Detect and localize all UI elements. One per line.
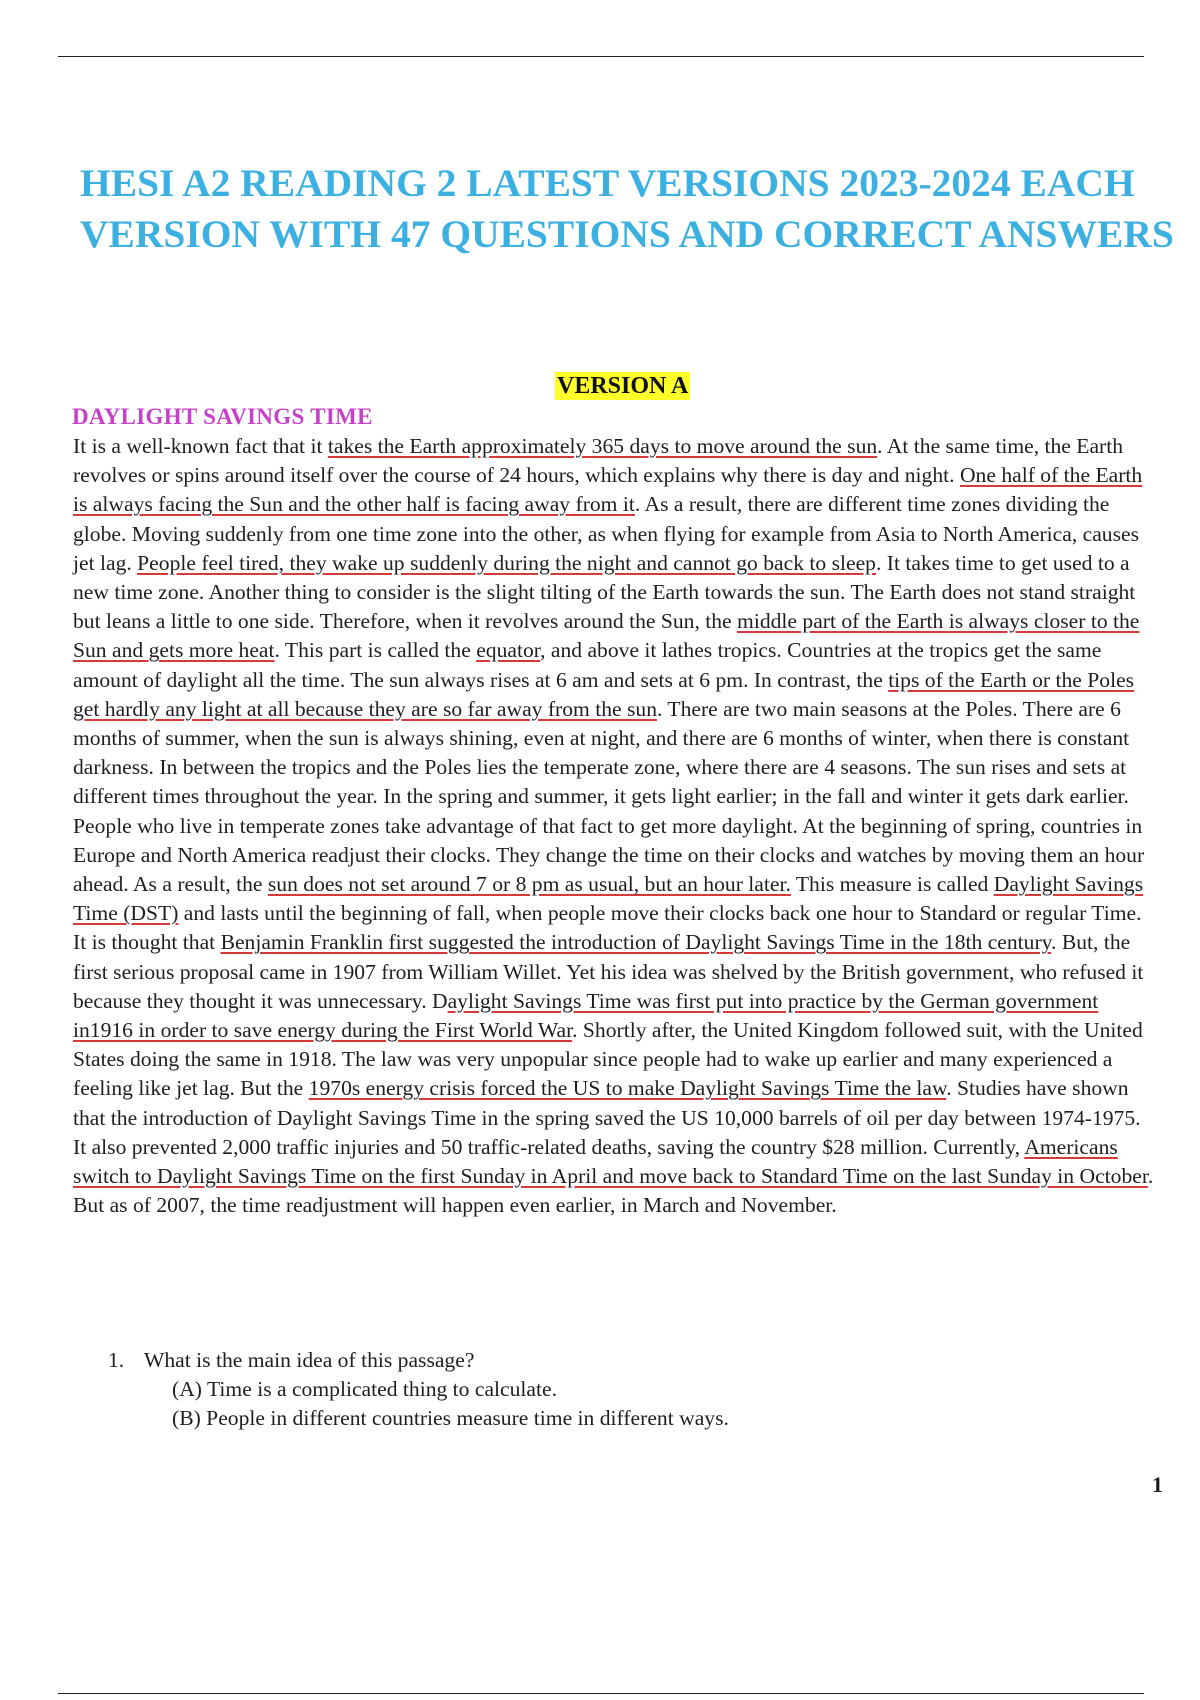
passage-text: . There are two main seasons at the Poles. There are 6 months of summer, when the sun is always shining, even at night, and there are 6 months of winter, when there is constant darkness. In between the tropics and the Poles lies the temperate zone, where there are 4 seasons. The sun rises and sets at different times throughout the year. In the spring and summer, it gets light earlier; in the fall and winter it gets dark earlier. People who live in temperate zones take advantage of that fact to get more daylight. At the beginning of spring, countries in Europe and North America readjust their clocks. They change the time on their clocks and watches by moving them an hour ahead. As a result, the [73,696,1145,897]
answer-option-b[interactable]: (B) People in different countries measure time in different ways. [172,1406,729,1431]
page-number: 1 [1152,1472,1163,1497]
underlined-phrase: sun does not set around 7 or 8 pm as usual, but an hour later. [267,872,791,897]
underlined-phrase: 1970s energy crisis forced the US to make Daylight Savings Time the law [308,1076,947,1101]
underlined-phrase: aylight Savings Time was first put into practice by the German government in1916 in order to save energy during the First World War [73,988,1099,1043]
passage-text: . But as of 2007, the time readjustment will happen even earlier, in March and November. [73,1164,1154,1218]
underlined-phrase: Americans switch to Daylight Savings Time on the first Sunday in April and move back to Standard Time on the last Sunday in October [73,1134,1148,1189]
underlined-phrase: Daylight Savings Time (DST) [73,872,1144,926]
passage-text: , and above it lathes tropics. Countries at the tropics get the same amount of daylight all the time. The sun always rises at 6 am and sets at 6 pm. In contrast, the [73,638,1102,692]
answer-option-a[interactable]: (A) Time is a complicated thing to calculate. [172,1377,557,1402]
passage-text: . At the same time, the Earth revolves or spins around itself over the course of 24 hours, which explains why there is day and night. [73,434,1124,488]
question-number: 1. [108,1348,125,1372]
document-title: HESI A2 READING 2 LATEST VERSIONS 2023-2024 EACH VERSION WITH 47 QUESTIONS AND CORRECT ANSWERS [80,161,1174,256]
passage-text: . It takes time to get used to a new time zone. Another thing to consider is the slight tilting of the Earth towards the sun. The Earth does not stand straight but leans a little to one side. Therefore, when it revolves around the Sun, the [73,550,1136,634]
passage-text: . Shortly after, the United Kingdom followed suit, with the United States doing the same in 1918. The law was very unpopular since people had to wake up earlier and many experienced a feeling like jet lag. But the [73,1018,1143,1101]
reading-passage [73,432,1158,1220]
underlined-phrase: People feel tired, they wake up suddenly during the night and cannot go back to sleep [137,550,876,575]
underlined-phrase: takes the Earth approximately 365 days to move around the sun [327,434,878,458]
underlined-phrase: equator [476,638,541,663]
underlined-phrase: middle part of the Earth is always closer to the Sun and gets more heat [73,609,1140,663]
question-stem [108,1346,1108,1375]
bottom-rule [58,1693,1144,1694]
passage-text: and lasts until the beginning of fall, when people move their clocks back one hour to Standard or regular Time. It is thought that [73,901,1142,955]
underlined-phrase: One half of the Earth is always facing the Sun and the other half is facing away from it [73,463,1143,517]
passage-text: This measure is called [790,872,994,897]
question-text: What is the main idea of this passage? [144,1348,475,1372]
section-title: DAYLIGHT SAVINGS TIME [72,404,373,429]
passage-text: . Studies have shown that the introduction of Daylight Savings Time in the spring saved the US 10,000 barrels of oil per day between 1974-1975. It also prevented 2,000 traffic injuries and 50 traffic-related deaths, saving the country $28 million. Currently, [73,1076,1141,1159]
passage-text: . But, the first serious proposal came in 1907 from William Willet. Yet his idea was shelved by the British government, who refused it because they thought it was unnecessary. D [73,930,1144,1013]
passage-text: . This part is called the [274,638,477,663]
underlined-phrase: Benjamin Franklin first suggested the introduction of Daylight Savings Time in the 18th century [220,930,1052,955]
passage-text: It is a well-known fact that it [73,434,328,458]
question-1 [108,1346,1108,1434]
passage-text: . As a result, there are different time zones dividing the globe. Moving suddenly from one time zone into the other, as when flying for example from Asia to North America, causes jet lag. [73,492,1139,575]
underlined-phrase: tips of the Earth or the Poles get hardly any light at all because they are so far away from the sun [73,667,1135,721]
version-label: VERSION A [557,373,689,399]
top-rule [58,56,1144,57]
